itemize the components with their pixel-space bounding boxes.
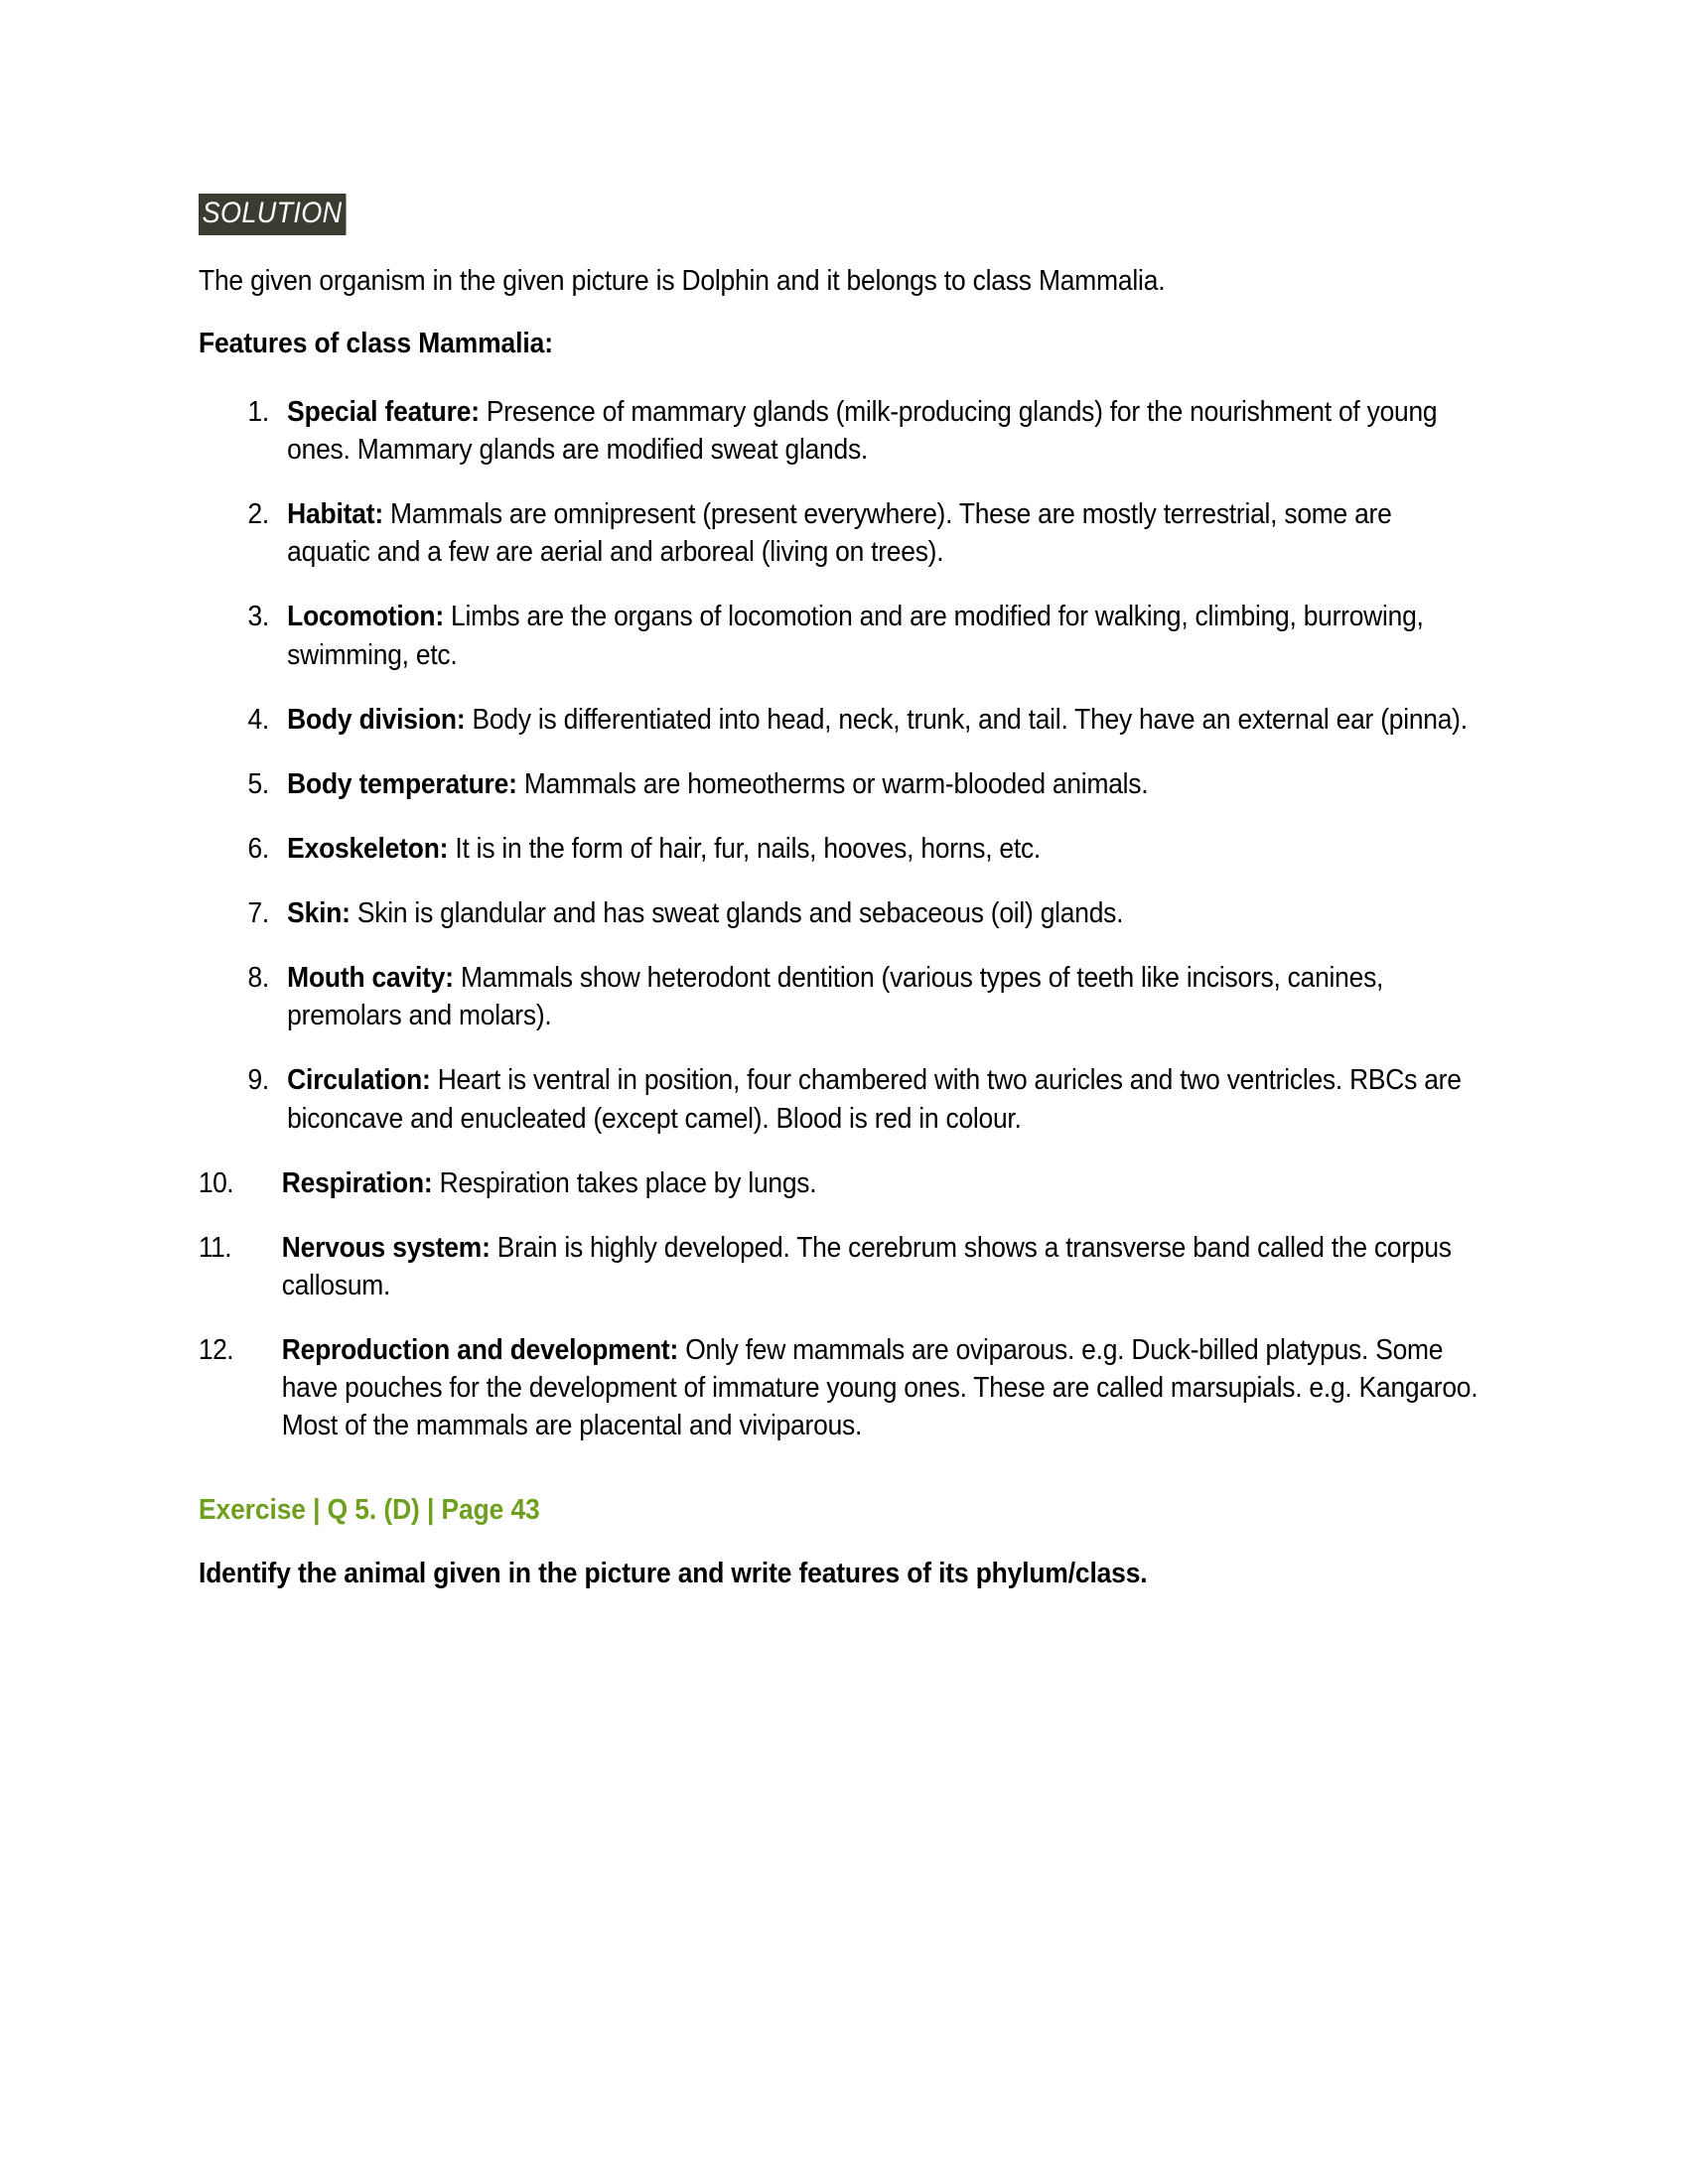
exercise-reference-heading: Exercise | Q 5. (D) | Page 43 xyxy=(199,1494,540,1527)
list-item xyxy=(199,598,1480,673)
list-item-number: 10. xyxy=(199,1166,234,1199)
list-item-number: 12. xyxy=(199,1334,234,1367)
list-item-label: Skin: xyxy=(287,897,351,930)
list-item-body: Presence of mammary glands (milk-producing glands) for the nourishment of young ones. Mammary glands are modified sweat glands. xyxy=(287,395,1438,467)
solution-badge: SOLUTION xyxy=(199,194,346,235)
list-item-label: Respiration: xyxy=(281,1166,433,1199)
list-item-number: 6. xyxy=(247,832,269,865)
list-item-number: 7. xyxy=(247,897,269,930)
list-item-number: 2. xyxy=(247,498,269,531)
list-item-body: Heart is ventral in position, four chambered with two auricles and two ventricles. RBCs are biconcave and enucleated (except camel). Blood is red in colour. xyxy=(287,1064,1462,1135)
list-item-label: Special feature: xyxy=(287,395,480,428)
list-item xyxy=(199,1164,1480,1202)
list-item-body: Only few mammals are oviparous. e.g. Duck-billed platypus. Some have pouches for the development of immature young ones. These are called marsupials. e.g. Kangaroo. Most of the mammals are placental and viviparous. xyxy=(281,1334,1478,1442)
list-item-label: Habitat: xyxy=(287,498,383,531)
list-item xyxy=(199,894,1480,932)
list-item-number: 4. xyxy=(247,703,269,736)
list-item-body: Skin is glandular and has sweat glands and sebaceous (oil) glands. xyxy=(350,897,1124,930)
list-item-label: Exoskeleton: xyxy=(287,832,449,865)
list-item-body: Body is differentiated into head, neck, trunk, and tail. They have an external ear (pinna). xyxy=(465,703,1468,736)
list-item-number: 5. xyxy=(247,767,269,800)
list-item-body: Mammals show heterodont dentition (various types of teeth like incisors, canines, premolars and molars). xyxy=(287,962,1384,1032)
list-item-body: Respiration takes place by lungs. xyxy=(432,1166,817,1199)
list-item xyxy=(199,1229,1480,1304)
list-item xyxy=(199,765,1480,803)
list-item-number: 1. xyxy=(247,395,269,428)
list-item-label: Body temperature: xyxy=(287,767,517,800)
list-item xyxy=(199,830,1480,868)
list-item xyxy=(199,393,1480,469)
list-item-body: Brain is highly developed. The cerebrum shows a transverse band called the corpus callosum. xyxy=(281,1231,1452,1301)
list-item-body: Mammals are omnipresent (present everywhere). These are mostly terrestrial, some are aquatic and a few are aerial and arboreal (living on trees). xyxy=(287,498,1392,569)
list-item xyxy=(199,1331,1480,1444)
features-heading: Features of class Mammalia: xyxy=(199,328,553,360)
list-item xyxy=(199,959,1480,1034)
list-item-number: 8. xyxy=(247,962,269,995)
list-item-label: Body division: xyxy=(287,703,466,736)
document-content xyxy=(199,194,1479,1593)
list-item xyxy=(199,495,1480,571)
intro-paragraph: The given organism in the given picture is Dolphin and it belongs to class Mammalia. xyxy=(199,264,1166,297)
list-item-number: 11. xyxy=(199,1231,232,1264)
features-list xyxy=(199,393,1480,1445)
list-item-label: Mouth cavity: xyxy=(287,962,454,995)
list-item-label: Locomotion: xyxy=(287,601,444,633)
list-item-label: Reproduction and development: xyxy=(281,1334,679,1367)
list-item xyxy=(199,1061,1480,1137)
list-item-label: Nervous system: xyxy=(281,1231,491,1264)
list-item-body: It is in the form of hair, fur, nails, hooves, horns, etc. xyxy=(448,832,1042,865)
next-question-text: Identify the animal given in the picture and write features of its phylum/class. xyxy=(199,1558,1148,1590)
list-item-body: Limbs are the organs of locomotion and are modified for walking, climbing, burrowing, swimming, etc. xyxy=(287,601,1424,671)
list-item-number: 9. xyxy=(247,1064,269,1097)
list-item-number: 3. xyxy=(247,601,269,633)
list-item-body: Mammals are homeotherms or warm-blooded animals. xyxy=(516,767,1149,800)
list-item xyxy=(199,701,1480,739)
solution-badge-container xyxy=(199,194,1479,235)
list-item-label: Circulation: xyxy=(287,1064,431,1097)
